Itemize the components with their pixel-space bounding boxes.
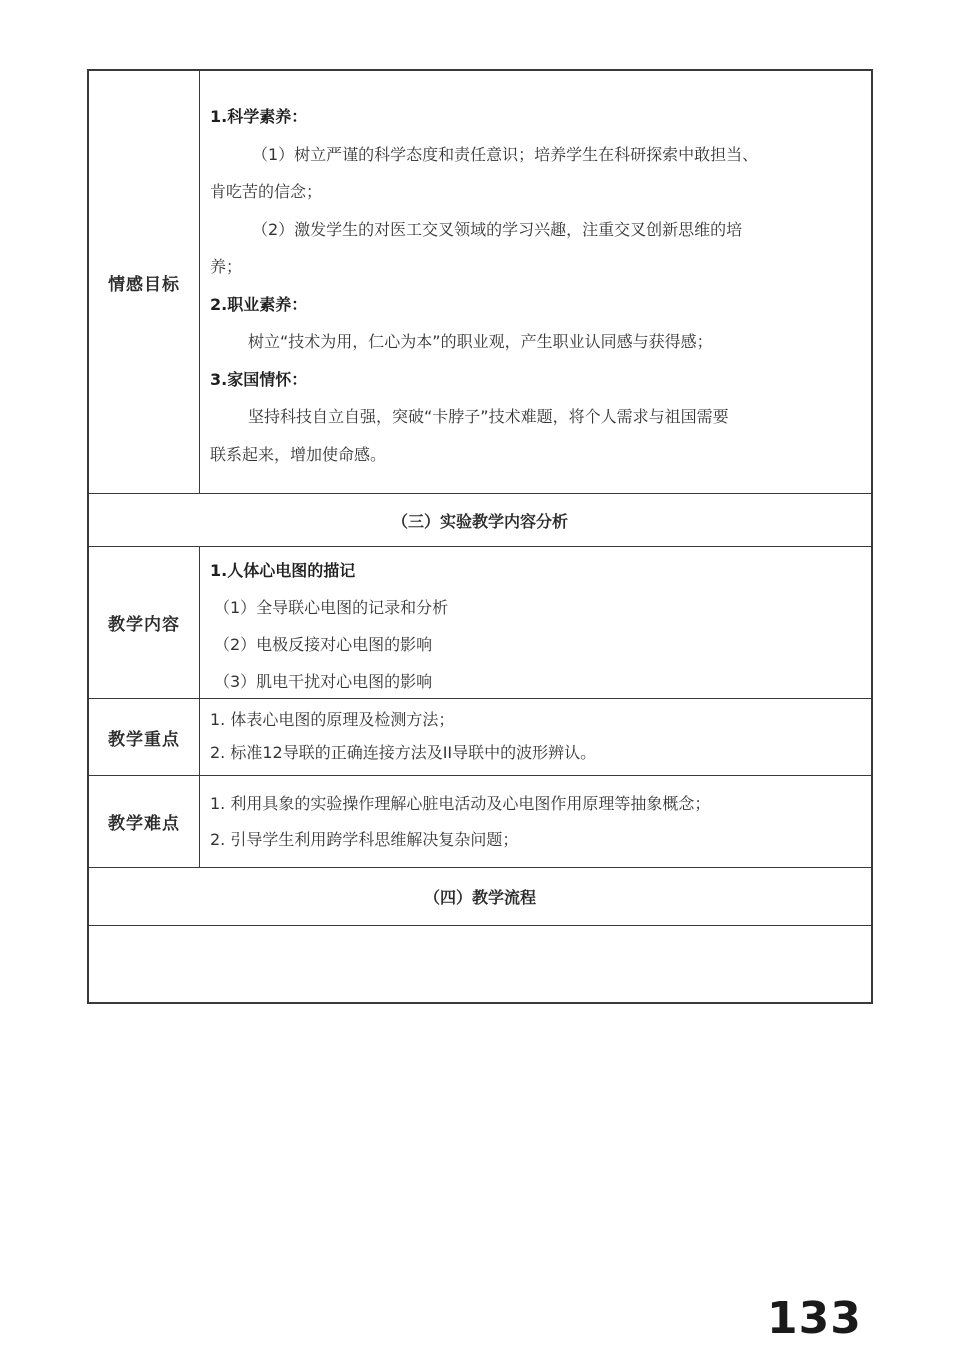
- text-line: 1. 体表心电图的原理及检测方法；: [210, 710, 455, 729]
- text-line: 2. 标准12导联的正确连接方法及II导联中的波形辨认。: [210, 743, 597, 762]
- lesson-plan-table: [87, 69, 873, 1004]
- difficulties-label: 教学难点: [89, 776, 200, 867]
- key-points-label: 教学重点: [89, 699, 200, 775]
- key-points-row: [89, 699, 871, 776]
- emotion-goals-label: 情感目标: [89, 71, 200, 493]
- text-line: （2）电极反接对心电图的影响: [214, 635, 433, 654]
- text-line: 2. 引导学生利用跨学科思维解决复杂问题；: [210, 830, 519, 849]
- text-line: 坚持科技自立自强，突破“卡脖子”技术难题，将个人需求与祖国需要: [248, 407, 729, 426]
- teaching-flow-empty-row: [89, 926, 871, 1002]
- section-4-heading: （四）教学流程: [89, 868, 871, 926]
- difficulties-row: [89, 776, 871, 868]
- teaching-content-row: [89, 547, 871, 699]
- difficulties-content: [200, 776, 871, 867]
- text-line: （1）全导联心电图的记录和分析: [214, 598, 449, 617]
- text-line: （3）肌电干扰对心电图的影响: [214, 672, 433, 691]
- text-line: 联系起来，增加使命感。: [210, 444, 387, 464]
- text-line: 1.人体心电图的描记: [210, 561, 356, 580]
- text-line: 1. 利用具象的实验操作理解心脏电活动及心电图作用原理等抽象概念；: [210, 794, 711, 813]
- teaching-content-label: 教学内容: [89, 547, 200, 698]
- text-line: （1）树立严谨的科学态度和责任意识；培养学生在科研探索中敢担当、: [252, 144, 759, 164]
- text-line: 树立“技术为用，仁心为本”的职业观，产生职业认同感与获得感；: [248, 332, 713, 351]
- section-3-heading: （三）实验教学内容分析: [89, 494, 871, 547]
- emotion-goals-row: [89, 71, 871, 494]
- teaching-content-content: [200, 547, 871, 698]
- text-line: 2.职业素养：: [210, 294, 308, 314]
- text-line: 养；: [210, 257, 243, 276]
- text-line: （2）激发学生的对医工交叉领域的学习兴趣，注重交叉创新思维的培: [252, 219, 743, 239]
- text-line: 3.家国情怀：: [210, 369, 308, 389]
- emotion-goals-content: [200, 71, 871, 493]
- text-line: 肯吃苦的信念；: [210, 182, 323, 201]
- text-line: 1.科学素养：: [210, 107, 308, 126]
- key-points-content: [200, 699, 871, 775]
- page-number: 133: [767, 1293, 862, 1344]
